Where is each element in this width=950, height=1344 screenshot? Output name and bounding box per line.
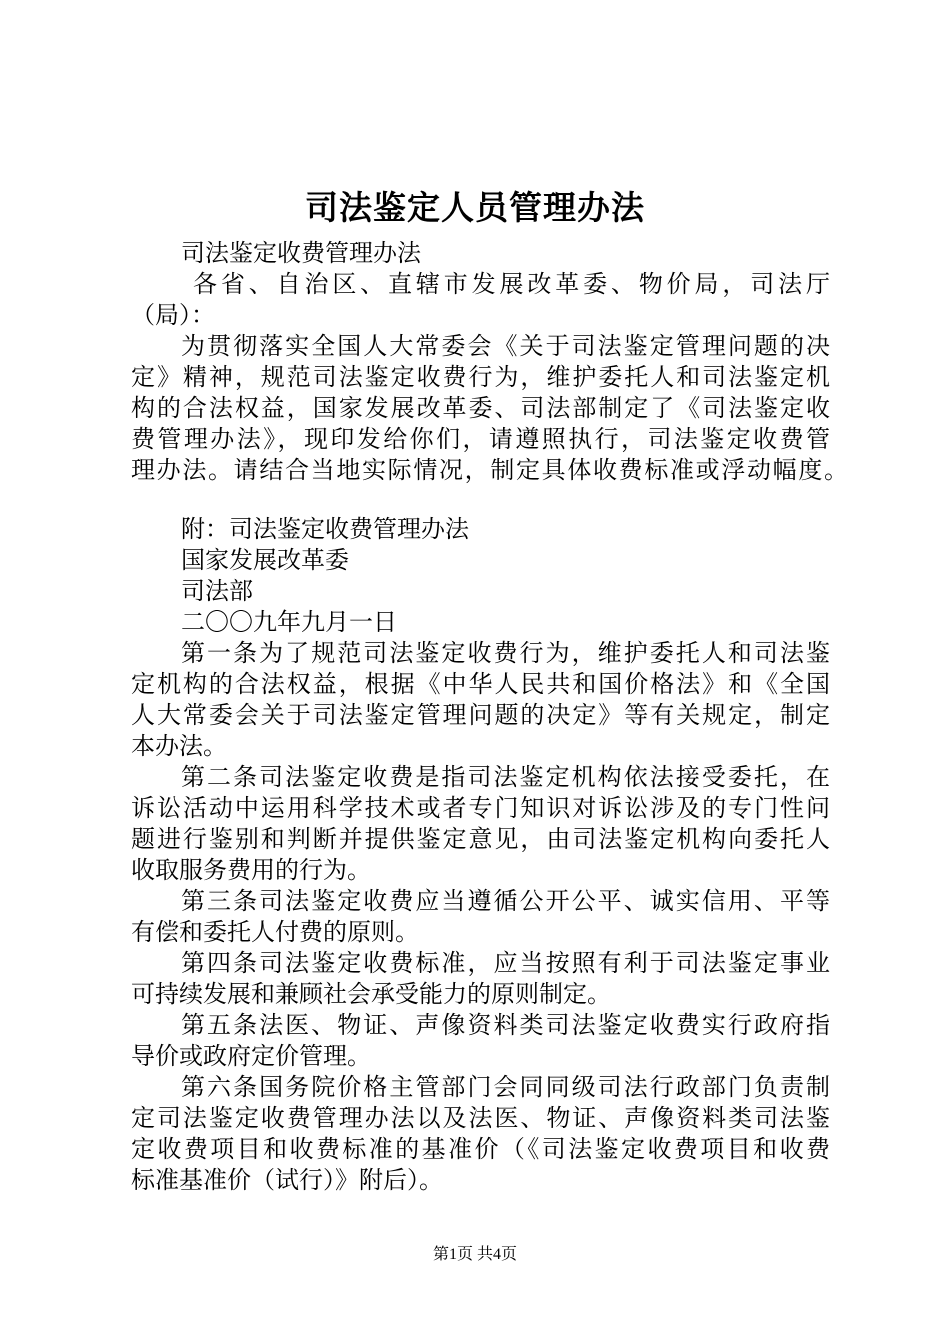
text-line: 定》精神，规范司法鉴定收费行为，维护委托人和司法鉴定机 xyxy=(131,363,830,391)
text-line: 有偿和委托人付费的原则。 xyxy=(131,918,419,946)
text-line: 第三条司法鉴定收费应当遵循公开公平、诚实信用、平等 xyxy=(181,887,830,915)
page-title: 司法鉴定人员管理办法 xyxy=(305,188,645,227)
text-line: 为贯彻落实全国人大常委会《关于司法鉴定管理问题的决 xyxy=(181,332,830,360)
page-footer: 第1页 共4页 xyxy=(432,1246,517,1263)
text-line: 费管理办法》，现印发给你们，请遵照执行，司法鉴定收费管 xyxy=(131,425,830,453)
text-line: 人大常委会关于司法鉴定管理问题的决定》等有关规定，制定 xyxy=(131,701,830,729)
text-line: 各省、自治区、直辖市发展改革委、物价局，司法厅 xyxy=(193,270,830,298)
text-line: 司法部 xyxy=(181,577,253,605)
text-line: 导价或政府定价管理。 xyxy=(131,1042,371,1070)
text-line: 定机构的合法权益，根据《中华人民共和国价格法》和《全国 xyxy=(131,670,830,698)
text-line: 构的合法权益，国家发展改革委、司法部制定了《司法鉴定收 xyxy=(131,394,830,422)
text-line: 第二条司法鉴定收费是指司法鉴定机构依法接受委托，在 xyxy=(181,763,830,791)
text-line: 第一条为了规范司法鉴定收费行为，维护委托人和司法鉴 xyxy=(181,639,830,667)
date-line: 二〇〇九年九月一日 xyxy=(181,608,397,636)
text-line: 本办法。 xyxy=(131,732,227,760)
text-line: 司法鉴定收费管理办法 xyxy=(181,239,421,267)
text-line: （局）： xyxy=(131,301,215,329)
text-line: 收取服务费用的行为。 xyxy=(131,856,371,884)
text-line: 理办法。请结合当地实际情况，制定具体收费标准或浮动幅度。 xyxy=(131,456,848,484)
text-line: 第四条司法鉴定收费标准，应当按照有利于司法鉴定事业 xyxy=(181,949,830,977)
text-line: 标准基准价（试行）》附后）。 xyxy=(131,1166,443,1194)
text-line: 定司法鉴定收费管理办法以及法医、物证、声像资料类司法鉴 xyxy=(131,1104,830,1132)
text-line: 第五条法医、物证、声像资料类司法鉴定收费实行政府指 xyxy=(181,1011,830,1039)
text-line: 可持续发展和兼顾社会承受能力的原则制定。 xyxy=(131,980,611,1008)
text-line: 附：司法鉴定收费管理办法 xyxy=(181,515,469,543)
text-line: 诉讼活动中运用科学技术或者专门知识对诉讼涉及的专门性问 xyxy=(131,794,830,822)
text-line: 定收费项目和收费标准的基准价（《司法鉴定收费项目和收费 xyxy=(131,1135,830,1163)
text-line: 国家发展改革委 xyxy=(181,546,349,574)
text-line: 第六条国务院价格主管部门会同同级司法行政部门负责制 xyxy=(181,1073,830,1101)
text-line: 题进行鉴别和判断并提供鉴定意见，由司法鉴定机构向委托人 xyxy=(131,825,830,853)
